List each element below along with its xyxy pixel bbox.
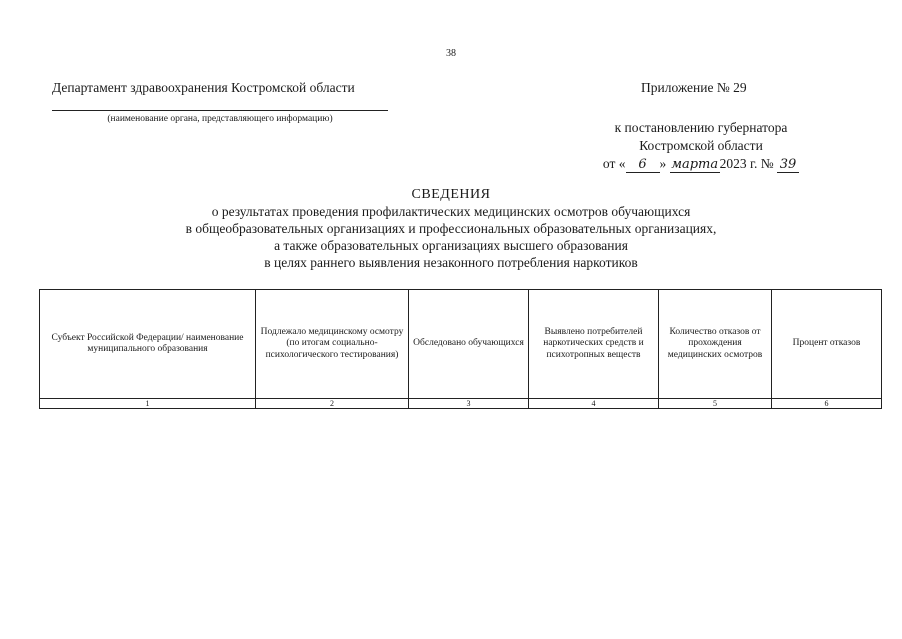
organization-caption: (наименование органа, представляющего информацию)	[107, 114, 333, 124]
column-header-refusals-percent: Процент отказов	[772, 290, 882, 399]
handwritten-number: 39	[777, 158, 799, 173]
column-number: 2	[256, 399, 409, 409]
column-number: 1	[40, 399, 256, 409]
column-header-subject: Субъект Российской Федерации/ наименование муниципального образования	[40, 290, 256, 399]
handwritten-day: 6	[626, 158, 660, 173]
document-heading	[0, 186, 902, 271]
decree-line-2: Костромской области	[639, 138, 763, 153]
report-table	[39, 289, 882, 409]
column-header-subject-to-exam: Подлежало медицинскому осмотру (по итогам социально-психологического тестирования)	[256, 290, 409, 399]
heading-line: в общеобразовательных организациях и профессиональных образовательных организациях,	[185, 221, 717, 236]
heading-line: а также образовательных организациях высшего образования	[274, 238, 628, 253]
column-number-row	[40, 399, 882, 409]
column-number: 6	[772, 399, 882, 409]
heading-title: СВЕДЕНИЯ	[411, 187, 491, 202]
date-mid: »	[659, 156, 667, 171]
column-header-examined: Обследовано обучающихся	[409, 290, 529, 399]
decree-date-line	[560, 155, 842, 173]
column-header-users-detected: Выявлено потребителей наркотических средств и психотропных веществ	[529, 290, 659, 399]
date-prefix: от «	[602, 156, 626, 171]
column-number: 4	[529, 399, 659, 409]
organization-name: Департамент здравоохранения Костромской области	[52, 80, 355, 95]
annex-title: Приложение № 29	[641, 80, 747, 95]
heading-line: о результатах проведения профилактических медицинских осмотров обучающихся	[211, 204, 691, 219]
column-header-refusals-count: Количество отказов от прохождения медицинских осмотров	[659, 290, 772, 399]
organization-underline	[52, 110, 388, 111]
handwritten-month: марта	[671, 157, 719, 172]
decree-line-1: к постановлению губернатора	[614, 120, 788, 135]
page-number: 38	[446, 48, 456, 59]
heading-line: в целях раннего выявления незаконного потребления наркотиков	[264, 255, 638, 270]
year-suffix: 2023 г. №	[719, 156, 774, 171]
decree-reference	[560, 119, 842, 173]
column-number: 3	[409, 399, 529, 409]
table-header-row	[40, 290, 882, 399]
column-number: 5	[659, 399, 772, 409]
